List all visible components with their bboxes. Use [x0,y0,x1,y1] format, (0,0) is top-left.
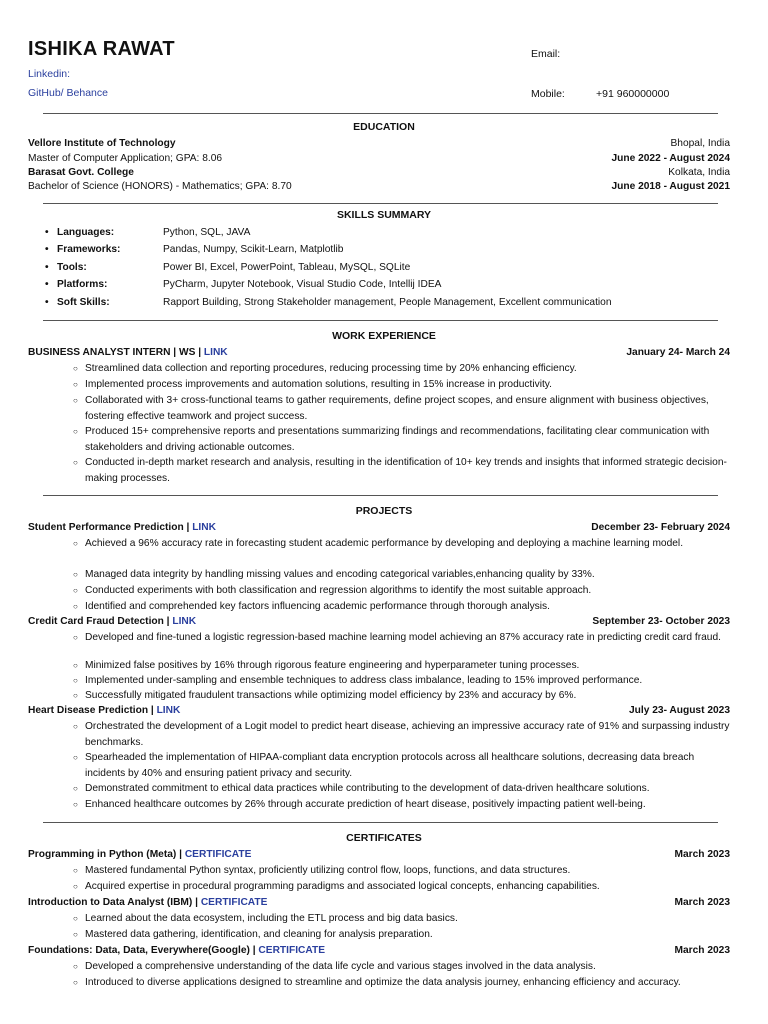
skill-label: Tools: [57,262,87,273]
project-header [28,703,730,719]
skill-label: Languages: [57,227,115,238]
bullet-item: ○ Acquired expertise in procedural programming paradigms and associated logical concepts, enhancing capabilities. [73,879,731,895]
circle-bullet-icon: ○ [73,539,78,548]
skill-label: Platforms: [57,279,108,290]
bullet-item: ○ Minimized false positives by 16% through rigorous feature engineering and hyperparameter tuning processes. [73,658,731,674]
bullet-icon: • [45,244,49,255]
mobile-label: Mobile: [531,88,565,100]
project-name: Heart Disease Prediction | [28,705,157,716]
divider [43,495,718,496]
skill-value: Power BI, Excel, PowerPoint, Tableau, MySQL, SQLite [163,262,411,273]
degree: Master of Computer Application; GPA: 8.06 [28,153,223,164]
bullet-item: ○ Streamlined data collection and reporting procedures, reducing processing time by 20% enhancing efficiency. [73,361,731,377]
circle-bullet-icon: ○ [73,570,78,579]
circle-bullet-icon: ○ [73,396,78,405]
divider [43,203,718,204]
divider [43,113,718,114]
degree: Bachelor of Science (HONORS) - Mathematics; GPA: 8.70 [28,181,292,192]
circle-bullet-icon: ○ [73,722,78,731]
email-label: Email: [531,48,561,60]
divider [43,822,718,823]
skill-value: Pandas, Numpy, Scikit-Learn, Matplotlib [163,244,344,255]
section-title-projects: PROJECTS [355,505,413,517]
skill-item [45,242,343,258]
circle-bullet-icon: ○ [73,380,78,389]
certificate-date: March 2023 [674,897,730,908]
certificate-name: Foundations: Data, Data, Everywhere(Google) | [28,945,259,956]
bullet-item: ○ Conducted in-depth market research and analysis, resulting in the identification of 10+ key trends and insights that informed strategic decision-making processes. [73,457,727,484]
certificate-link[interactable]: CERTIFICATE [200,897,268,908]
circle-bullet-icon: ○ [73,978,78,987]
bullet-item: ○ Developed a comprehensive understanding of the data life cycle and various stages involved in the data analysis. [73,959,731,975]
bullet-item: ○ Implemented under-sampling and ensemble techniques to address class imbalance, leading to 15% improved performance. [73,673,731,689]
project-dates: July 23- August 2023 [629,705,730,716]
bullet-item: ○ Learned about the data ecosystem, including the ETL process and big data basics. [73,911,731,927]
circle-bullet-icon: ○ [73,866,78,875]
circle-bullet-icon: ○ [73,882,78,891]
skill-value: Rapport Building, Strong Stakeholder management, People Management, Excellent communication [163,297,612,308]
section-title-skills: SKILLS SUMMARY [336,209,432,221]
project-name: Credit Card Fraud Detection | [28,616,173,627]
education-dates: June 2022 - August 2024 [611,153,730,164]
project-link[interactable]: LINK [172,616,197,627]
bullet-item: ○ Identified and comprehended key factors influencing academic performance through thorough analysis. [73,599,731,615]
bullet-icon: • [45,227,49,238]
section-title-education: EDUCATION [353,121,415,133]
skill-item [45,260,410,276]
circle-bullet-icon: ○ [73,962,78,971]
school-location: Kolkata, India [668,167,730,178]
certificate-link[interactable]: CERTIFICATE [258,945,326,956]
project-name: Student Performance Prediction | [28,522,193,533]
project-header [28,520,730,536]
circle-bullet-icon: ○ [73,676,78,685]
skill-label: Frameworks: [57,244,121,255]
circle-bullet-icon: ○ [73,753,78,762]
project-dates: December 23- February 2024 [591,522,730,533]
certificate-header [28,943,730,959]
project-link[interactable]: LINK [192,522,216,533]
bullet-item: ○ Achieved a 96% accuracy rate in forecasting student academic performance by developing and deploying a machine learning model. [73,536,731,552]
circle-bullet-icon: ○ [73,633,78,642]
job-title: BUSINESS ANALYST INTERN | WS | [28,347,204,358]
certificate-date: March 2023 [674,849,730,860]
circle-bullet-icon: ○ [73,800,78,809]
bullet-item: ○ Collaborated with 3+ cross-functional teams to gather requirements, define project scopes, and ensure alignment with business objectives, fostering effective teamwork and project success. [73,395,709,422]
bullet-icon: • [45,279,49,290]
skill-value: PyCharm, Jupyter Notebook, Visual Studio Code, Intellij IDEA [163,279,442,290]
experience-header [28,345,730,361]
skill-item [45,277,441,293]
circle-bullet-icon: ○ [73,427,78,436]
circle-bullet-icon: ○ [73,458,78,467]
circle-bullet-icon: ○ [73,364,78,373]
bullet-item: ○ Conducted experiments with both classification and regression algorithms to identify the most suitable approach. [73,583,731,599]
project-header [28,614,730,630]
bullet-item: ○ Developed and fine-tuned a logistic regression-based machine learning model achieving an 87% accuracy rate in predicting credit card fraud. [73,630,731,646]
school-name: Barasat Govt. College [28,167,134,178]
certificate-name: Introduction to Data Analyst (IBM) | [28,897,201,908]
bullet-item: ○ Orchestrated the development of a Logit model to predict heart disease, achieving an impressive accuracy rate of 91% and surpassing industry benchmarks. [73,721,730,748]
bullet-item: ○ Mastered fundamental Python syntax, proficiently utilizing control flow, loops, functions, and data structures. [73,863,731,879]
bullet-item: ○ Produced 15+ comprehensive reports and presentations summarizing findings and recommendations, facilitating clear communication with stakeholders and driving actionable outcomes. [73,426,710,453]
bullet-icon: • [45,297,49,308]
certificate-header [28,847,730,863]
circle-bullet-icon: ○ [73,602,78,611]
section-title-experience: WORK EXPERIENCE [332,330,436,342]
bullet-item: ○ Mastered data gathering, identification, and cleaning for analysis preparation. [73,927,731,943]
education-entry [28,179,730,195]
certificate-date: March 2023 [674,945,730,956]
bullet-item: ○ Successfully mitigated fraudulent transactions while optimizing model efficiency by 23% and accuracy by 6%. [73,688,731,704]
skill-item [45,225,250,241]
education-dates: June 2018 - August 2021 [611,181,730,192]
skill-label: Soft Skills: [57,297,110,308]
bullet-item: ○ Enhanced healthcare outcomes by 26% through accurate prediction of heart disease, positively impacting patient well-being. [73,797,731,813]
circle-bullet-icon: ○ [73,586,78,595]
circle-bullet-icon: ○ [73,661,78,670]
school-location: Bhopal, India [670,138,730,149]
circle-bullet-icon: ○ [73,914,78,923]
certificate-header [28,895,730,911]
section-title-certificates: CERTIFICATES [346,832,422,844]
resume-name: ISHIKA RAWAT [28,38,175,60]
skill-item [45,295,612,311]
github-behance-link[interactable]: GitHub/ Behance [28,87,108,99]
bullet-item: ○ Spearheaded the implementation of HIPAA-compliant data encryption protocols across all healthcare solutions, decreasing data breach incidents by 40% and ensuring patient privacy and security. [73,752,695,779]
school-name: Vellore Institute of Technology [28,138,176,149]
bullet-item: ○ Demonstrated commitment to ethical data practices while contributing to the development of data-driven healthcare solutions. [73,781,731,797]
project-link[interactable]: LINK [156,705,181,716]
certificate-link[interactable]: CERTIFICATE [184,849,252,860]
project-dates: September 23- October 2023 [592,616,730,627]
experience-dates: January 24- March 24 [626,347,730,358]
divider [43,320,718,321]
mobile-value: +91 960000000 [596,88,670,100]
certificate-name: Programming in Python (Meta) | [28,849,185,860]
experience-link[interactable]: LINK [203,347,228,358]
circle-bullet-icon: ○ [73,784,78,793]
skill-value: Python, SQL, JAVA [163,227,251,238]
education-entry [28,136,730,152]
linkedin-link[interactable]: Linkedin: [28,68,71,80]
bullet-item: ○ Introduced to diverse applications designed to streamline and optimize the data analysis journey, enhancing efficiency and accuracy. [73,975,731,991]
circle-bullet-icon: ○ [73,930,78,939]
bullet-item: ○ Managed data integrity by handling missing values and encoding categorical variables,enhancing quality by 33%. [73,567,731,583]
circle-bullet-icon: ○ [73,691,78,700]
bullet-icon: • [45,262,49,273]
bullet-item: ○ Implemented process improvements and automation solutions, resulting in 15% increase in productivity. [73,377,731,393]
